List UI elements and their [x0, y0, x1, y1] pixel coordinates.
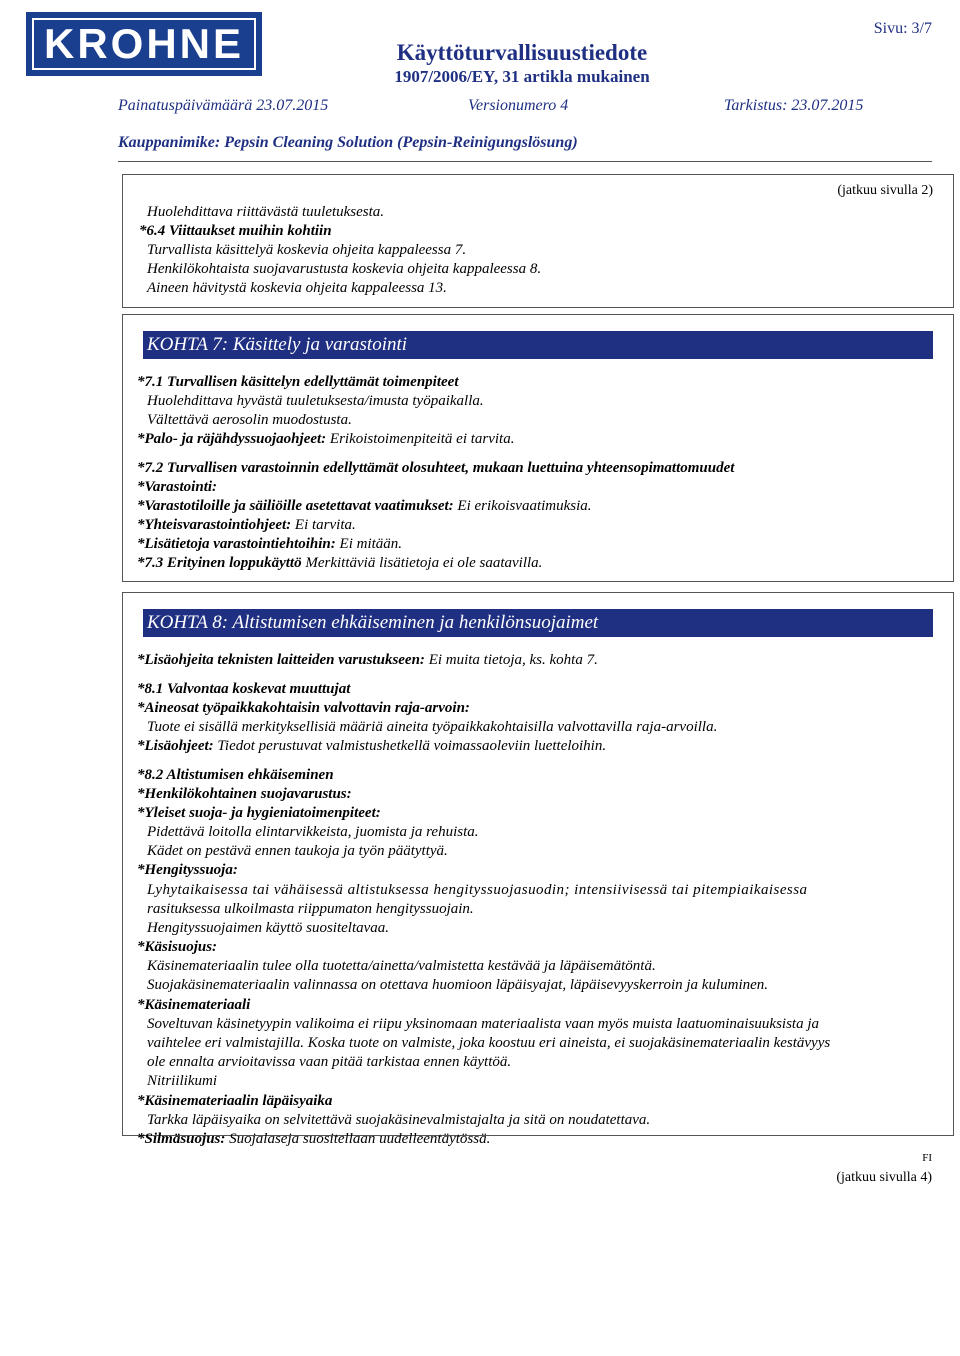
field-value: Suojalaseja suositellaan uudelleentäytössä. [225, 1131, 491, 1147]
text-line: ole ennalta arvioitavissa vaan pitää tarkistaa ennen käyttöä. [147, 1054, 512, 1070]
text-line: Suojakäsinemateriaalin valinnassa on otettava huomioon läpäisyajat, läpäisevyyskerroin ja kuluminen. [147, 977, 769, 993]
text-line: Huolehdittava hyvästä tuuletuksesta/imusta työpaikalla. [147, 393, 484, 409]
field-label: *Käsisuojus: [137, 939, 218, 955]
subsection-heading: *6.4 Viittaukset muihin kohtiin [139, 223, 332, 239]
field-label: *Lisäohjeet: [137, 738, 214, 754]
text-line: Käsinemateriaalin tulee olla tuotetta/ainetta/valmistetta kestävää ja läpäisemätöntä. [147, 958, 656, 974]
field-label: *Käsinemateriaalin läpäisyaika [137, 1093, 333, 1109]
text-line: Aineen hävitystä koskevia ohjeita kappaleessa 13. [147, 280, 447, 296]
subsection-heading: *8.2 Altistumisen ehkäiseminen [137, 767, 334, 783]
fire-protection-row [137, 430, 514, 449]
text-line: vaihtelee eri valmistajilla. Koska tuote on valmiste, joka koostuu eri aineista, ei suojakäsinemateriaalin kestävyys [147, 1035, 831, 1051]
section-title: KOHTA 7: Käsittely ja varastointi [147, 334, 408, 355]
continued-from-note: (jatkuu sivulla 2) [837, 183, 933, 198]
technical-equipment-row [137, 651, 598, 670]
field-label: *Lisätietoja varastointiehtoihin: [137, 536, 336, 552]
field-label: *Yhteisvarastointiohjeet: [137, 517, 292, 533]
field-label: *Palo- ja räjähdyssuojaohjeet: [137, 431, 327, 447]
header-divider [118, 161, 932, 162]
print-date: Painatuspäivämäärä 23.07.2015 [118, 97, 329, 114]
text-line: rasituksessa ulkoilmasta riippumaton hengityssuojain. [147, 901, 474, 917]
additional-info-row [137, 737, 606, 756]
storage-requirements-row [137, 497, 592, 516]
field-value: Erikoistoimenpiteitä ei tarvita. [326, 431, 515, 447]
field-label: *Hengityssuoja: [137, 862, 238, 878]
text-line: Huolehdittava riittävästä tuuletuksesta. [147, 204, 385, 220]
section-7-box [122, 314, 954, 582]
field-label: *Henkilökohtainen suojavarustus: [137, 786, 352, 802]
revision-date: Tarkistus: 23.07.2015 [724, 97, 864, 114]
section-title: KOHTA 8: Altistumisen ehkäiseminen ja henkilönsuojaimet [147, 612, 599, 633]
field-label: *Yleiset suoja- ja hygieniatoimenpiteet: [137, 805, 381, 821]
text-line: Hengityssuojaimen käyttö suositeltavaa. [147, 920, 390, 936]
field-label: *Käsinemateriaali [137, 997, 251, 1013]
field-label: *Aineosat työpaikkakohtaisin valvottavin raja-arvoin: [137, 700, 470, 716]
document-subtitle: 1907/2006/EY, 31 artikla mukainen [394, 67, 650, 86]
section-6-continuation-box [122, 174, 954, 308]
page-number: Sivu: 3/7 [873, 20, 932, 37]
field-label: *7.3 Erityinen loppukäyttö [137, 555, 302, 571]
continued-on-note: (jatkuu sivulla 4) [836, 1170, 932, 1185]
field-value: Merkittäviä lisätietoja ei ole saatavilla. [301, 555, 543, 571]
subsection-heading: *7.1 Turvallisen käsittelyn edellyttämät toimenpiteet [137, 374, 459, 390]
text-line: Tuote ei sisällä merkityksellisiä määriä aineita työpaikkakohtaisilla valvottavilla raja-arvoilla. [147, 719, 718, 735]
trade-name: Kauppanimike: Pepsin Cleaning Solution (Pepsin-Reinigungslösung) [118, 134, 578, 151]
field-value: Ei muita tietoja, ks. kohta 7. [424, 652, 598, 668]
text-line: Soveltuvan käsinetyypin valikoima ei riipu yksinomaan materiaalista vaan myös muista laatuominaisuuksista ja [147, 1016, 819, 1032]
krohne-logo [26, 12, 262, 76]
field-label: *Silmäsuojus: [137, 1131, 226, 1147]
logo-frame [32, 18, 256, 70]
text-line: Kädet on pestävä ennen taukoja ja työn päätyttyä. [147, 843, 448, 859]
field-value: Ei mitään. [335, 536, 403, 552]
document-title: Käyttöturvallisuustiedote [396, 40, 648, 65]
text-line: Pidettävä loitolla elintarvikkeista, juomista ja rehuista. [147, 824, 479, 840]
text-line: Lyhytaikaisessa tai vähäisessä altistuksessa hengityssuojasuodin; intensiivisessä tai pitempiaikaisessa [147, 882, 808, 898]
language-code: FI [922, 1152, 932, 1164]
joint-storage-row [137, 516, 356, 535]
text-line: Vältettävä aerosolin muodostusta. [147, 412, 352, 428]
field-value: Ei tarvita. [291, 517, 356, 533]
logo-text: KROHNE [43, 20, 244, 67]
field-value: Tiedot perustuvat valmistushetkellä voimassaoleviin luetteloihin. [213, 738, 607, 754]
subsection-heading: *8.1 Valvontaa koskevat muuttujat [137, 681, 351, 697]
version-number: Versionumero 4 [468, 97, 569, 114]
subsection-heading: *7.2 Turvallisen varastoinnin edellyttämät olosuhteet, mukaan luettuina yhteensopimattomuudet [137, 460, 735, 476]
field-label: *Varastointi: [137, 479, 218, 495]
text-line: Tarkka läpäisyaika on selvitettävä suojakäsinevalmistajalta ja sitä on noudatettava. [147, 1112, 651, 1128]
specific-end-use-row [137, 554, 542, 573]
text-line: Turvallista käsittelyä koskevia ohjeita kappaleessa 7. [147, 242, 467, 258]
section-8-title-bar [143, 609, 933, 637]
field-value: Ei erikoisvaatimuksia. [453, 498, 592, 514]
text-line: Henkilökohtaista suojavarustusta koskevia ohjeita kappaleessa 8. [147, 261, 542, 277]
storage-info-row [137, 535, 402, 554]
field-label: *Varastotiloille ja säiliöille asetettavat vaatimukset: [137, 498, 454, 514]
section-8-box [122, 592, 954, 1147]
text-line: Nitriilikumi [147, 1073, 218, 1089]
field-label: *Lisäohjeita teknisten laitteiden varustukseen: [137, 652, 425, 668]
eye-protection-row [137, 1130, 490, 1149]
section-7-title-bar [143, 331, 933, 359]
